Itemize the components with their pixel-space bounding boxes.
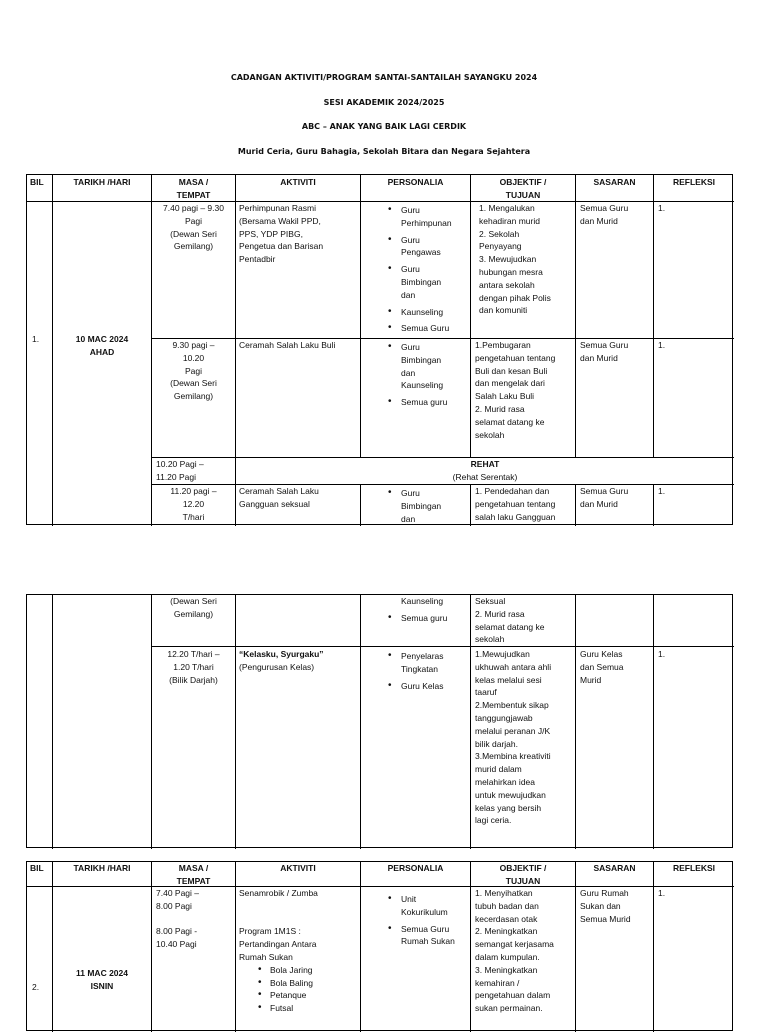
objective-text: 1. Pendedahan dan pengetahuan tentang salah laku Gangguan: [475, 486, 556, 522]
column-header-tarikh: TARIKH /HARI: [73, 863, 131, 873]
column-header-aktiviti: AKTIVITI: [280, 863, 316, 873]
column-header-sasaran: SASARAN: [593, 177, 636, 187]
list-item: • Guru Bimbingan dan Kaunseling: [385, 341, 469, 392]
activity-description: Ceramah Salah Laku Buli: [239, 340, 336, 350]
session-time-place: 12.20 T/hari – 1.20 T/hari (Bilik Darjah): [167, 649, 220, 685]
list-item: • Semua Guru Rumah Sukan: [385, 923, 469, 949]
column-header-tarikh: TARIKH /HARI: [73, 177, 131, 187]
column-header-aktiviti: AKTIVITI: [280, 177, 316, 187]
target-group: Guru Rumah Sukan dan Semua Murid: [580, 888, 631, 924]
personnel-list: [385, 487, 469, 525]
session-time-place: 7.40 pagi – 9.30 Pagi (Dewan Seri Gemilang): [163, 203, 224, 252]
session-time-place: 9.30 pagi – 10.20 Pagi (Dewan Seri Gemilang): [170, 340, 217, 402]
document-title: CADANGAN AKTIVITI/PROGRAM SANTAI-SANTAILAH SAYANGKU 2024: [230, 73, 538, 82]
list-item: • Bola Jaring: [239, 964, 359, 977]
day-date: 11 MAC 2024 ISNIN: [76, 968, 128, 991]
list-item: • Kaunseling: [385, 306, 469, 319]
target-group: Guru Kelas dan Semua Murid: [580, 649, 624, 685]
session-time-place: 7.40 Pagi – 8.00 Pagi 8.00 Pagi - 10.40 Pagi: [156, 888, 200, 950]
session-time-place: (Dewan Seri Gemilang): [170, 596, 217, 619]
column-header-masa: MASA / TEMPAT: [176, 177, 211, 200]
personnel-list: [385, 595, 469, 629]
program-tagline: ABC – ANAK YANG BAIK LAGI CERDIK: [301, 122, 467, 131]
column-header-refleksi: REFLEKSI: [672, 177, 716, 187]
reflection: 1.: [658, 340, 666, 350]
objective-text: 1.Mewujudkan ukhuwah antara ahli kelas melalui sesi taaruf 2.Membentuk sikap tanggungjawab melalui peranan J/K bilik darjah. 3.Membina kreativiti murid dalam melahirkan idea untuk mewujudkan kelas yang bersih lagi ceria.: [475, 649, 552, 826]
list-item: • Semua Guru: [385, 322, 469, 335]
objective-text: 1.Pembugaran pengetahuan tentang Buli dan kesan Buli dan mengelak dari Salah Laku Buli 2. Murid rasa selamat datang ke sekolah: [475, 340, 556, 440]
reflection: 1.: [658, 649, 666, 659]
activity-description: Perhimpunan Rasmi (Bersama Wakil PPD, PPS, YDP PIBG, Pengetua dan Barisan Pentadbir: [239, 203, 324, 265]
objective-text: Seksual 2. Murid rasa selamat datang ke sekolah: [475, 596, 545, 645]
column-header-masa: MASA / TEMPAT: [176, 863, 211, 886]
activity-description: “Kelasku, Syurgaku” (Pengurusan Kelas): [239, 649, 324, 672]
list-item: • Semua guru: [385, 396, 469, 409]
list-item: • Guru Perhimpunan: [385, 204, 469, 230]
list-item: • Penyelaras Tingkatan: [385, 650, 469, 676]
session-time-place: 11.20 pagi – 12.20 T/hari: [170, 486, 217, 522]
personnel-list: [385, 893, 469, 952]
column-header-bil: BIL: [30, 863, 44, 873]
reflection: 1.: [658, 888, 666, 898]
schedule-table-continued: [26, 594, 733, 848]
list-item: • Guru Kelas: [385, 680, 469, 693]
column-header-bil: BIL: [30, 177, 44, 187]
list-item: • Guru Bimbingan dan: [385, 263, 469, 301]
column-header-objektif: OBJEKTIF / TUJUAN: [499, 177, 547, 200]
list-item: • Bola Baling: [239, 977, 359, 990]
list-item: • Petanque: [239, 989, 359, 1002]
personnel-list: [385, 341, 469, 413]
activity-description: Senamrobik / Zumba Program 1M1S : Pertandingan Antara Rumah Sukan • Bola Jaring • Bola Baling • Petanque • Futsal: [239, 887, 359, 1015]
list-item: • Guru Bimbingan dan: [385, 487, 469, 525]
break-label: REHAT (Rehat Serentak): [452, 459, 518, 482]
list-item: • Semua guru: [385, 612, 469, 625]
objective-text: 1. Mengalukan kehadiran murid 2. Sekolah Penyayang 3. Mewujudkan hubungan mesra antara sekolah dengan pihak Polis dan komuniti: [479, 203, 551, 316]
program-motto: Murid Ceria, Guru Bahagia, Sekolah Bitara dan Negara Sejahtera: [237, 147, 531, 156]
activity-description: Ceramah Salah Laku Gangguan seksual: [239, 486, 319, 509]
session-title: SESI AKADEMIK 2024/2025: [323, 98, 445, 107]
row-number: 2.: [32, 982, 40, 992]
schedule-table-day1: [26, 174, 733, 525]
target-group: Semua Guru dan Murid: [580, 203, 629, 226]
list-item: • Guru Pengawas: [385, 234, 469, 260]
list-item: • Unit Kokurikulum: [385, 893, 469, 919]
list-item: • Futsal: [239, 1002, 359, 1015]
break-time: 10.20 Pagi – 11.20 Pagi: [156, 459, 204, 482]
target-group: Semua Guru dan Murid: [580, 340, 629, 363]
day-date: 10 MAC 2024 AHAD: [75, 334, 129, 357]
target-group: Semua Guru dan Murid: [580, 486, 629, 509]
column-header-personalia: PERSONALIA: [387, 863, 444, 873]
schedule-table-day2: [26, 861, 733, 1031]
column-header-refleksi: REFLEKSI: [672, 863, 716, 873]
objective-text: 1. Menyihatkan tubuh badan dan kecerdasan otak 2. Meningkatkan semangat kerjasama dalam kumpulan. 3. Meningkatkan kemahiran / pengetahuan dalam sukan permainan.: [475, 888, 554, 1014]
column-header-sasaran: SASARAN: [593, 863, 636, 873]
column-header-objektif: OBJEKTIF / TUJUAN: [499, 863, 547, 886]
reflection: 1.: [658, 486, 666, 496]
list-item: Kaunseling: [401, 596, 444, 606]
row-number: 1.: [32, 334, 40, 344]
column-header-personalia: PERSONALIA: [387, 177, 444, 187]
reflection: 1.: [658, 203, 666, 213]
personnel-list: [385, 204, 469, 339]
personnel-list: [385, 650, 469, 696]
